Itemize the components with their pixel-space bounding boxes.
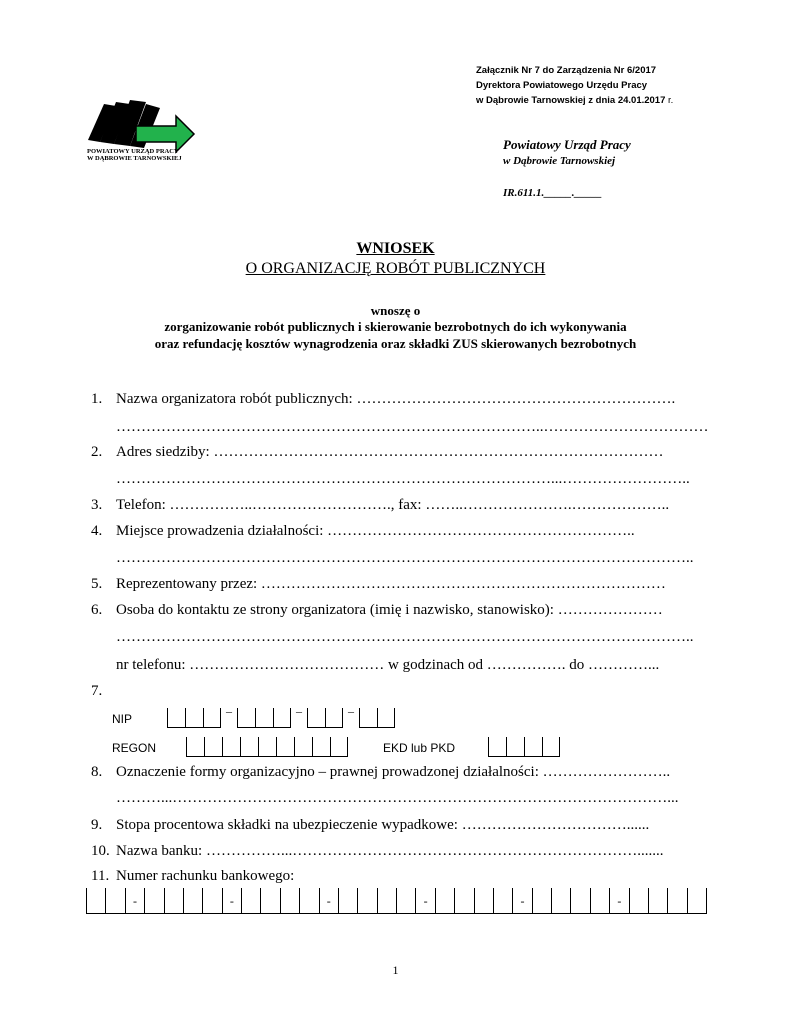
- item-number-8: 8.: [91, 764, 103, 780]
- item-number-11: 11.: [91, 868, 110, 884]
- item-number-6: 6.: [91, 602, 103, 618]
- contact-person-field[interactable]: Osoba do kontaktu ze strony organizatora (imię i nazwisko, stanowisko): …………………: [116, 602, 663, 618]
- ekd-boxes[interactable]: [488, 737, 560, 757]
- item-number-2: 2.: [91, 444, 103, 460]
- phone-fax-field[interactable]: Telefon: ……………..………………………., fax: ……..………………….………………..: [116, 497, 670, 513]
- item-number-10: 10.: [91, 843, 110, 859]
- ekd-label: EKD lub PKD: [383, 741, 456, 755]
- annex-note: [476, 63, 673, 108]
- intro-line-2: zorganizowanie robót publicznych i skierowanie bezrobotnych do ich wykonywania: [164, 319, 627, 334]
- item-number-3: 3.: [91, 497, 103, 513]
- bank-account-boxes[interactable]: - - - - - -: [86, 888, 707, 914]
- regon-label: REGON: [112, 741, 157, 755]
- legal-form-field-cont[interactable]: ………...………………………………………………………………………………………...: [116, 790, 679, 806]
- item-number-4: 4.: [91, 523, 103, 539]
- document-title: WNIOSEK: [356, 240, 435, 257]
- item-number-5: 5.: [91, 576, 103, 592]
- organizer-name-field-cont[interactable]: …………………………………………………………………………..……………………………: [116, 419, 709, 435]
- document-subtitle: O ORGANIZACJĘ ROBÓT PUBLICZNYCH: [245, 260, 546, 277]
- intro-line-1: wnoszę o: [370, 303, 421, 318]
- contact-person-field-cont[interactable]: ……………………………………………………………………………………………………..: [116, 629, 694, 645]
- address-field-cont[interactable]: ……………………………………………………………………………...……………………..: [116, 471, 690, 487]
- office-block: [503, 137, 631, 167]
- representative-field[interactable]: Reprezentowany przez: ………………………………………………………………………: [116, 576, 666, 592]
- regon-boxes[interactable]: [186, 737, 348, 757]
- bank-name-field[interactable]: Nazwa banku: ……………...…………………………………………………………….......: [116, 843, 664, 859]
- intro-line-3: oraz refundację kosztów wynagrodzenia oraz składki ZUS skierowanych bezrobotnych: [154, 336, 637, 351]
- nip-dash: –: [226, 704, 232, 718]
- page-number: 1: [392, 963, 399, 977]
- document-number: IR.611.1._____._____: [503, 187, 603, 199]
- logo-caption: POWIATOWY URZĄD PRACY W DĄBROWIE TARNOWSKIEJ: [87, 148, 182, 162]
- organizer-name-field[interactable]: Nazwa organizatora robót publicznych: ……………………………………………………….: [116, 391, 676, 407]
- business-location-field[interactable]: Miejsce prowadzenia działalności: ……………………………………………………..: [116, 523, 635, 539]
- office-city: w Dąbrowie Tarnowskiej: [503, 155, 616, 167]
- accident-rate-field[interactable]: Stopa procentowa składki na ubezpieczenie wypadkowe: ……………………………......: [116, 817, 650, 833]
- annex-line-2: Dyrektora Powiatowego Urzędu Pracy: [476, 80, 648, 91]
- annex-line-3: w Dąbrowie Tarnowskiej z dnia 24.01.2017 r.: [476, 95, 674, 106]
- item-number-9: 9.: [91, 817, 103, 833]
- office-name: Powiatowy Urząd Pracy: [503, 137, 631, 152]
- address-field[interactable]: Adres siedziby: ………………………………………………………………………………: [116, 444, 664, 460]
- nip-boxes[interactable]: [167, 704, 395, 728]
- nip-label: NIP: [112, 712, 133, 726]
- contact-phone-hours-field[interactable]: nr telefonu: ………………………………… w godzinach od ……………. do …………...: [116, 657, 660, 673]
- bank-account-label: Numer rachunku bankowego:: [116, 868, 295, 884]
- nip-dash: –: [296, 704, 302, 718]
- nip-dash: –: [348, 704, 354, 718]
- legal-form-field[interactable]: Oznaczenie formy organizacyjno – prawnej prowadzonej działalności: ……………………..: [116, 764, 671, 780]
- business-location-field-cont[interactable]: ……………………………………………………………………………………………………..: [116, 550, 694, 566]
- annex-line-1: Załącznik Nr 7 do Zarządzenia Nr 6/2017: [476, 65, 657, 76]
- item-number-1: 1.: [91, 391, 103, 407]
- item-number-7: 7.: [91, 683, 103, 699]
